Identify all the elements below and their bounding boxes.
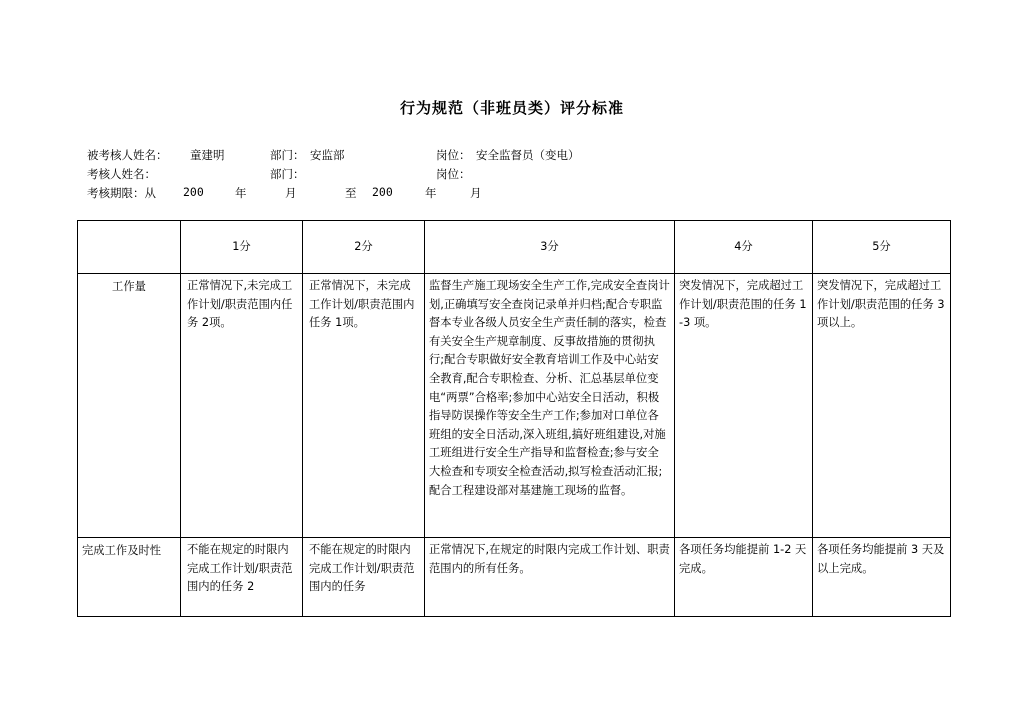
row-label-timeliness: 完成工作及时性 (78, 538, 181, 617)
assessee-dept-value: 安监部 (310, 148, 345, 162)
assessor-dept-label: 部门： (270, 167, 305, 181)
period-to: 至 (345, 186, 357, 200)
assessee-name-label: 被考核人姓名： (87, 148, 168, 162)
period-end-year: 200 (372, 185, 393, 199)
table-row-workload (78, 274, 951, 538)
period-end-year-unit: 年 (425, 186, 437, 200)
header-cell-empty (78, 221, 181, 274)
period-start-year-unit: 年 (235, 186, 247, 200)
table-cell: 各项任务均能提前 3 天及以上完成。 (813, 538, 951, 617)
assessee-name-value: 童建明 (190, 148, 225, 162)
header-cell-score-4: 4分 (675, 221, 813, 274)
table-header-row (78, 221, 951, 274)
table-cell: 正常情况下,在规定的时限内完成工作计划、职责范围内的所有任务。 (425, 538, 675, 617)
row-label-workload: 工作量 (78, 274, 181, 538)
period-start-month-unit: 月 (285, 186, 297, 200)
table-cell: 突发情况下，完成超过工作计划/职责范围的任务 1-3 项。 (675, 274, 813, 538)
period-end-month-unit: 月 (470, 186, 482, 200)
table-cell: 正常情况下,未完成工作计划/职责范围内任务 2项。 (181, 274, 303, 538)
assessee-dept-label: 部门： (270, 148, 305, 162)
table-cell: 突发情况下，完成超过工作计划/职责范围的任务 3 项以上。 (813, 274, 951, 538)
assessee-post-label: 岗位： (436, 148, 471, 162)
assessor-post-label: 岗位： (436, 167, 471, 181)
table-row-timeliness (78, 538, 951, 617)
table-cell: 不能在规定的时限内完成工作计划/职责范围内的任务 (303, 538, 425, 617)
page-title: 行为规范（非班员类）评分标准 (399, 99, 624, 117)
period-start-year: 200 (183, 185, 204, 199)
assessor-name-label: 考核人姓名： (87, 167, 156, 181)
header-cell-score-2: 2分 (303, 221, 425, 274)
table-cell: 不能在规定的时限内完成工作计划/职责范围内的任务 2 (181, 538, 303, 617)
period-label: 考核期限：从 (87, 186, 156, 200)
table-cell: 监督生产施工现场安全生产工作,完成安全查岗计划,正确填写安全查岗记录单并归档;配合专职监督本专业各级人员安全生产责任制的落实，检查有关安全生产规章制度、反事故措施的贯彻执行;配合专职做好安全教育培训工作及中心站安全教育,配合专职检查、分析、汇总基层单位变电“两票”合格率;参加中心站安全日活动，积极指导防误操作等安全生产工作;参加对口单位各班组的安全日活动,深入班组,搞好班组建设,对施工班组进行安全生产指导和监督检查;参与安全大检查和专项安全检查活动,拟写检查活动汇报;配合工程建设部对基建施工现场的监督。 (425, 274, 675, 538)
header-cell-score-3: 3分 (425, 221, 675, 274)
table-cell: 各项任务均能提前 1-2 天完成。 (675, 538, 813, 617)
table-cell: 正常情况下，未完成工作计划/职责范围内任务 1项。 (303, 274, 425, 538)
header-cell-score-5: 5分 (813, 221, 951, 274)
header-cell-score-1: 1分 (181, 221, 303, 274)
scoring-table (77, 220, 951, 617)
assessee-post-value: 安全监督员（变电） (476, 148, 580, 162)
